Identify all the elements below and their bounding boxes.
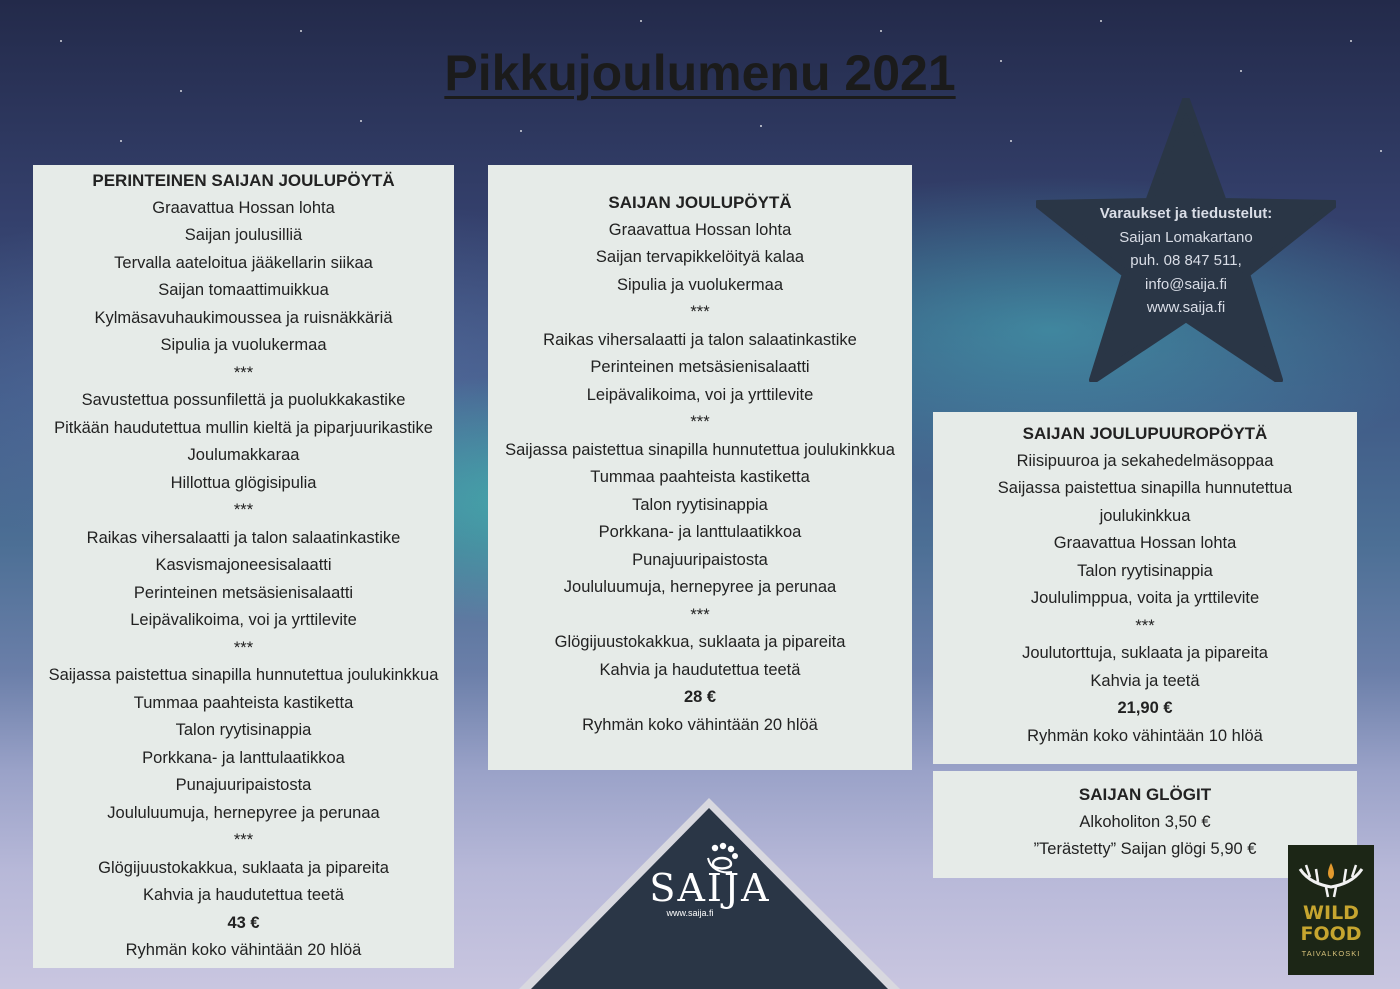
menu-item: Talon ryytisinappia: [175, 721, 312, 739]
menu-item: Sipulia ja vuolukermaa: [160, 336, 327, 354]
menu-price: 21,90 €: [1117, 699, 1173, 717]
menu-item: Joulumakkaraa: [187, 446, 300, 464]
menu-item: Talon ryytisinappia: [1077, 561, 1213, 580]
menu-item: Porkkana- ja lanttulaatikkoa: [598, 523, 802, 541]
menu-item: Raikas vihersalaatti ja talon salaatinkastike: [543, 330, 857, 349]
menu-item: Alkoholiton 3,50 €: [1079, 812, 1211, 831]
menu-item: Raikas vihersalaatti ja talon salaatinkastike: [86, 528, 401, 547]
menu-item: Talon ryytisinappia: [632, 495, 768, 514]
menu-item: Tummaa paahteista kastiketta: [133, 693, 354, 712]
menu-traditional: [33, 165, 454, 968]
separator: ***: [690, 303, 710, 321]
menu-items: [33, 195, 454, 910]
menu-item: puh. 08 847 511,: [1130, 252, 1242, 269]
menu-heading: SAIJAN JOULUPÖYTÄ: [608, 193, 792, 212]
menu-item: Saijan tomaattimuikkua: [158, 281, 329, 299]
menu-item: Kylmäsavuhaukimoussea ja ruisnäkkäriä: [94, 308, 393, 327]
menu-item: Punajuuripaistosta: [175, 776, 312, 794]
menu-item: Leipävalikoima, voi ja yrttilevite: [130, 611, 357, 629]
menu-price: 28 €: [683, 688, 717, 706]
wildfood-logo: [1288, 845, 1374, 975]
menu-item: Sipulia ja vuolukermaa: [616, 275, 783, 294]
menu-item: Graavattua Hossan lohta: [152, 198, 335, 217]
saija-logo: [640, 868, 780, 919]
wildfood-sub: TAIVALKOSKI: [1301, 949, 1361, 958]
menu-heading: SAIJAN GLÖGIT: [1078, 785, 1212, 804]
menu-item: Saijan Lomakartano: [1119, 228, 1253, 246]
logo-url: www.saija.fi: [666, 908, 714, 918]
menu-item: info@saija.fi: [1145, 275, 1227, 293]
menu-item: Kasvismajoneesisalaatti: [155, 556, 332, 574]
menu-item: Saijassa paistettua sinapilla hunnutettua: [997, 479, 1293, 497]
menu-item: Graavattua Hossan lohta: [608, 220, 792, 239]
contact-info: [1036, 202, 1336, 320]
antler-icon: [1296, 857, 1366, 901]
menu-item: Saijassa paistettua sinapilla hunnutettua joulukinkkua: [48, 666, 439, 684]
logo-name: SAIJA: [649, 866, 771, 910]
menu-items: [488, 217, 912, 685]
menu-item: Riisipuuroa ja sekahedelmäsoppaa: [1016, 451, 1274, 470]
menu-item: Glögijuustokakkua, suklaata ja pipareita: [98, 858, 389, 877]
menu-item: joulukinkkua: [1099, 506, 1191, 525]
menu-item: Punajuuripaistosta: [632, 550, 768, 569]
page-title: Pikkujoulumenu 2021: [444, 45, 956, 101]
menu-item: Saijan tervapikkelöityä kalaa: [595, 248, 805, 266]
separator: ***: [233, 638, 254, 657]
menu-item: Kahvia ja teetä: [1090, 671, 1200, 690]
separator: ***: [233, 501, 254, 519]
menu-heading: PERINTEINEN SAIJAN JOULUPÖYTÄ: [92, 171, 395, 190]
menu-porridge-table: [933, 412, 1357, 764]
menu-group-size: Ryhmän koko vähintään 20 hlöä: [125, 941, 362, 959]
menu-item: Kahvia ja haudutettua teetä: [143, 886, 344, 904]
separator: ***: [1135, 616, 1155, 635]
menu-item: Perinteinen metsäsienisalaatti: [590, 358, 810, 376]
menu-item: Glögijuustokakkua, suklaata ja pipareita: [554, 633, 846, 651]
menu-item: Porkkana- ja lanttulaatikkoa: [142, 748, 345, 767]
contact-title: Varaukset ja tiedustelut:: [1099, 205, 1273, 222]
menu-item: Graavattua Hossan lohta: [1053, 534, 1237, 552]
menu-item: Leipävalikoima, voi ja yrttilevite: [586, 385, 814, 404]
wildfood-line2: FOOD: [1300, 923, 1362, 945]
menu-items: [933, 448, 1357, 696]
menu-christmas-table: [488, 165, 912, 770]
separator: ***: [690, 413, 710, 431]
menu-item: Saijan joulusilliä: [184, 226, 303, 244]
menu-price: 43 €: [227, 913, 260, 932]
menu-item: Kahvia ja haudutettua teetä: [599, 660, 801, 679]
menu-item: Saijassa paistettua sinapilla hunnutettua joulukinkkua: [505, 440, 895, 459]
menu-item: Tummaa paahteista kastiketta: [590, 468, 810, 486]
separator: ***: [233, 831, 254, 849]
contact-lines: [1036, 226, 1336, 320]
menu-item: Savustettua possunfilettä ja puolukkakastike: [81, 391, 406, 409]
menu-item: Joululimppua, voita ja yrttilevite: [1030, 589, 1260, 607]
menu-group-size: Ryhmän koko vähintään 20 hlöä: [582, 715, 818, 734]
menu-item: Joululuumuja, hernepyree ja perunaa: [107, 803, 380, 822]
menu-item: Tervalla aateloitua jääkellarin siikaa: [114, 253, 373, 272]
menu-item: Hillottua glögisipulia: [170, 473, 317, 492]
menu-item: ”Terästetty” Saijan glögi 5,90 €: [1033, 840, 1257, 858]
menu-group-size: Ryhmän koko vähintään 10 hlöä: [1027, 726, 1263, 745]
wildfood-line1: WILD: [1303, 902, 1359, 924]
menu-item: Pitkään haudutettua mullin kieltä ja piparjuurikastike: [54, 418, 433, 437]
menu-item: Joulutorttuja, suklaata ja pipareita: [1022, 644, 1268, 662]
menu-heading: SAIJAN JOULUPUUROPÖYTÄ: [1022, 424, 1268, 443]
separator: ***: [233, 363, 254, 382]
menu-item: www.saija.fi: [1146, 299, 1226, 316]
separator: ***: [690, 605, 710, 624]
menu-item: Joululuumuja, hernepyree ja perunaa: [563, 578, 837, 596]
menu-item: Perinteinen metsäsienisalaatti: [133, 583, 354, 602]
wildfood-name: [1288, 903, 1374, 945]
